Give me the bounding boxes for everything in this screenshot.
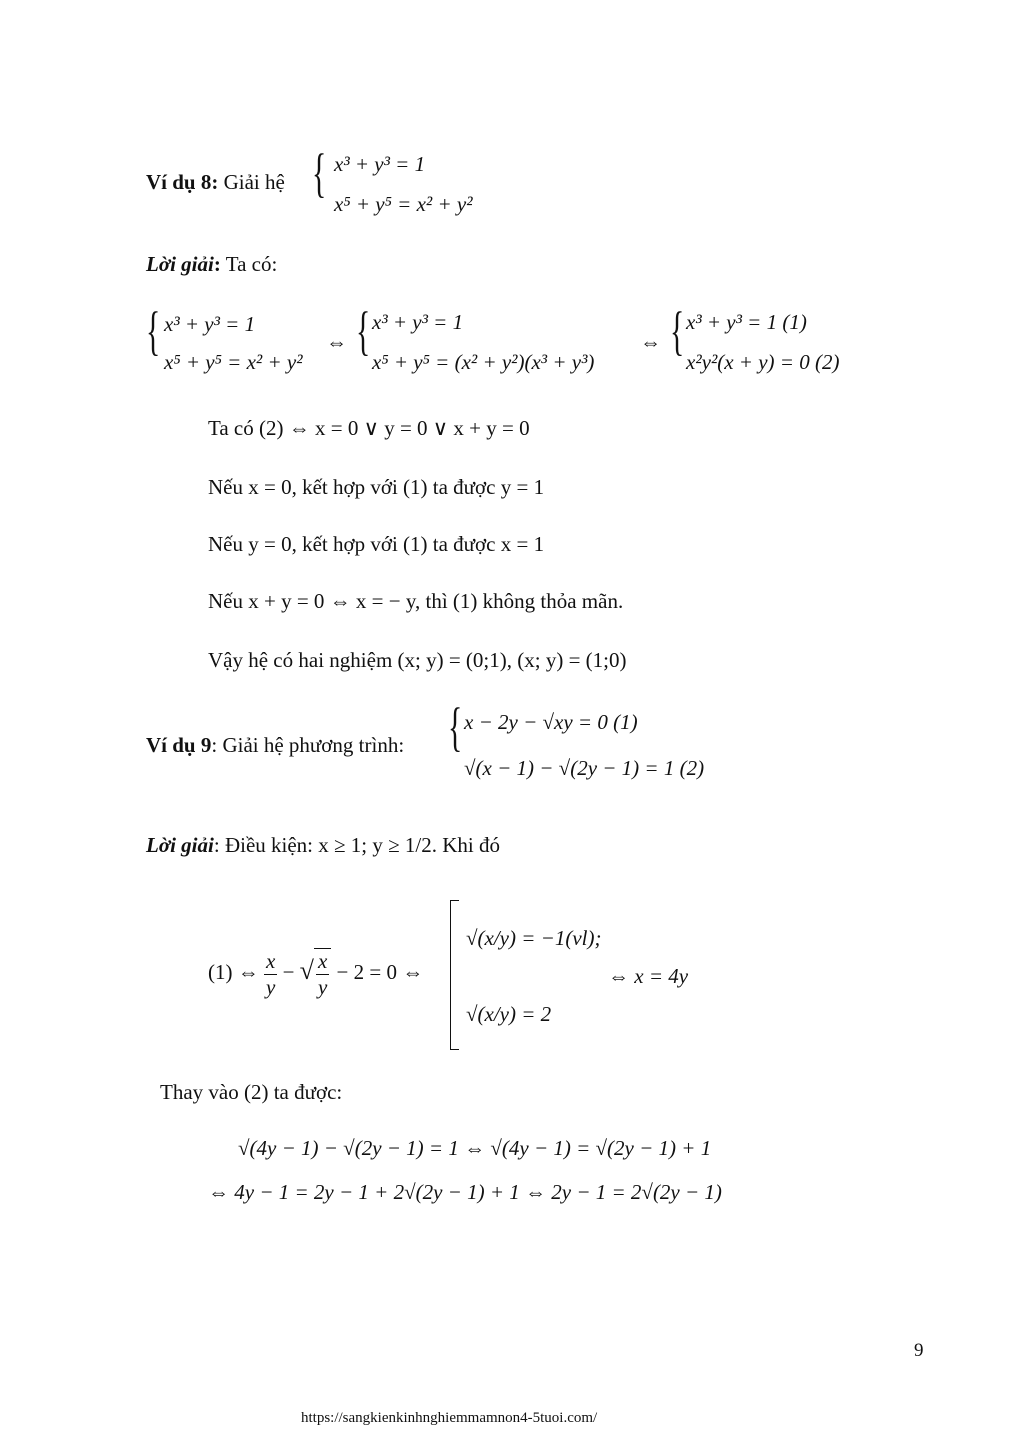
- equiv-arrow-2: ⇔: [640, 330, 661, 354]
- example-8-label: Ví dụ 8:: [146, 170, 219, 194]
- solution-9-eq-a: √(4y − 1) − √(2y − 1) = 1 ⇔ √(4y − 1) = √(2y − 1) + 1: [238, 1136, 712, 1160]
- page-number: 9: [914, 1340, 924, 1361]
- solution-9-eq-b: ⇔ 4y − 1 = 2y − 1 + 2√(2y − 1) + 1 ⇔ 2y − 1 = 2√(2y − 1): [208, 1180, 722, 1204]
- solution-9-result: ⇔ x = 4y: [608, 964, 689, 988]
- cases-bracket: [450, 900, 459, 1050]
- example-9-label: Ví dụ 9: [146, 733, 212, 757]
- example-9-heading: [146, 733, 404, 758]
- footer-url[interactable]: https://sangkienkinhnghiemmamnon4-5tuoi.com/: [301, 1410, 598, 1426]
- example-8-eq2: x⁵ + y⁵ = x² + y²: [334, 192, 473, 216]
- example-8-text: Giải hệ: [223, 170, 285, 194]
- example-9-eq1: x − 2y − √xy = 0 (1): [464, 710, 638, 734]
- example-9-text: : Giải hệ phương trình:: [211, 733, 405, 757]
- solution-9-transform: (1) ⇔ $\frac{x}{y}$ − √ $\frac{x}{y}$ − 2 = 0 ⇔: [208, 948, 424, 1000]
- solution-9-text: : Điều kiện: x ≥ 1; y ≥ 1/2. Khi đó: [213, 833, 500, 857]
- solution-9-case1: √(x/y) = −1(vl);: [466, 926, 602, 950]
- example-8-heading: [146, 170, 285, 195]
- solution-9-heading: [146, 833, 500, 858]
- solution-9-case2: √(x/y) = 2: [466, 1002, 552, 1026]
- solution-9-label: Lời giải: [146, 833, 214, 857]
- example-8-eq1: x³ + y³ = 1: [334, 152, 426, 176]
- solution-8-heading: Lời giải: Ta có:: [146, 252, 278, 276]
- solution-8-line4: Nếu x + y = 0 ⇔ x = − y, thì (1) không thỏa mãn.: [208, 589, 624, 613]
- solution-8-label: Lời giải: [146, 252, 214, 276]
- example-9-eq2: √(x − 1) − √(2y − 1) = 1 (2): [464, 756, 705, 780]
- solution-8-line2: Nếu x = 0, kết hợp với (1) ta được y = 1: [208, 475, 545, 499]
- solution-8-line5: Vậy hệ có hai nghiệm (x; y) = (0;1), (x; y) = (1;0): [208, 648, 627, 672]
- solution-8-line1: Ta có (2) ⇔ x = 0 ∨ y = 0 ∨ x + y = 0: [208, 416, 530, 440]
- solution-8-text: Ta có:: [225, 252, 278, 276]
- solution-8-line3: Nếu y = 0, kết hợp với (1) ta được x = 1: [208, 532, 545, 556]
- equiv-arrow-1: ⇔: [326, 330, 347, 354]
- solution-9-subst: Thay vào (2) ta được:: [160, 1080, 343, 1104]
